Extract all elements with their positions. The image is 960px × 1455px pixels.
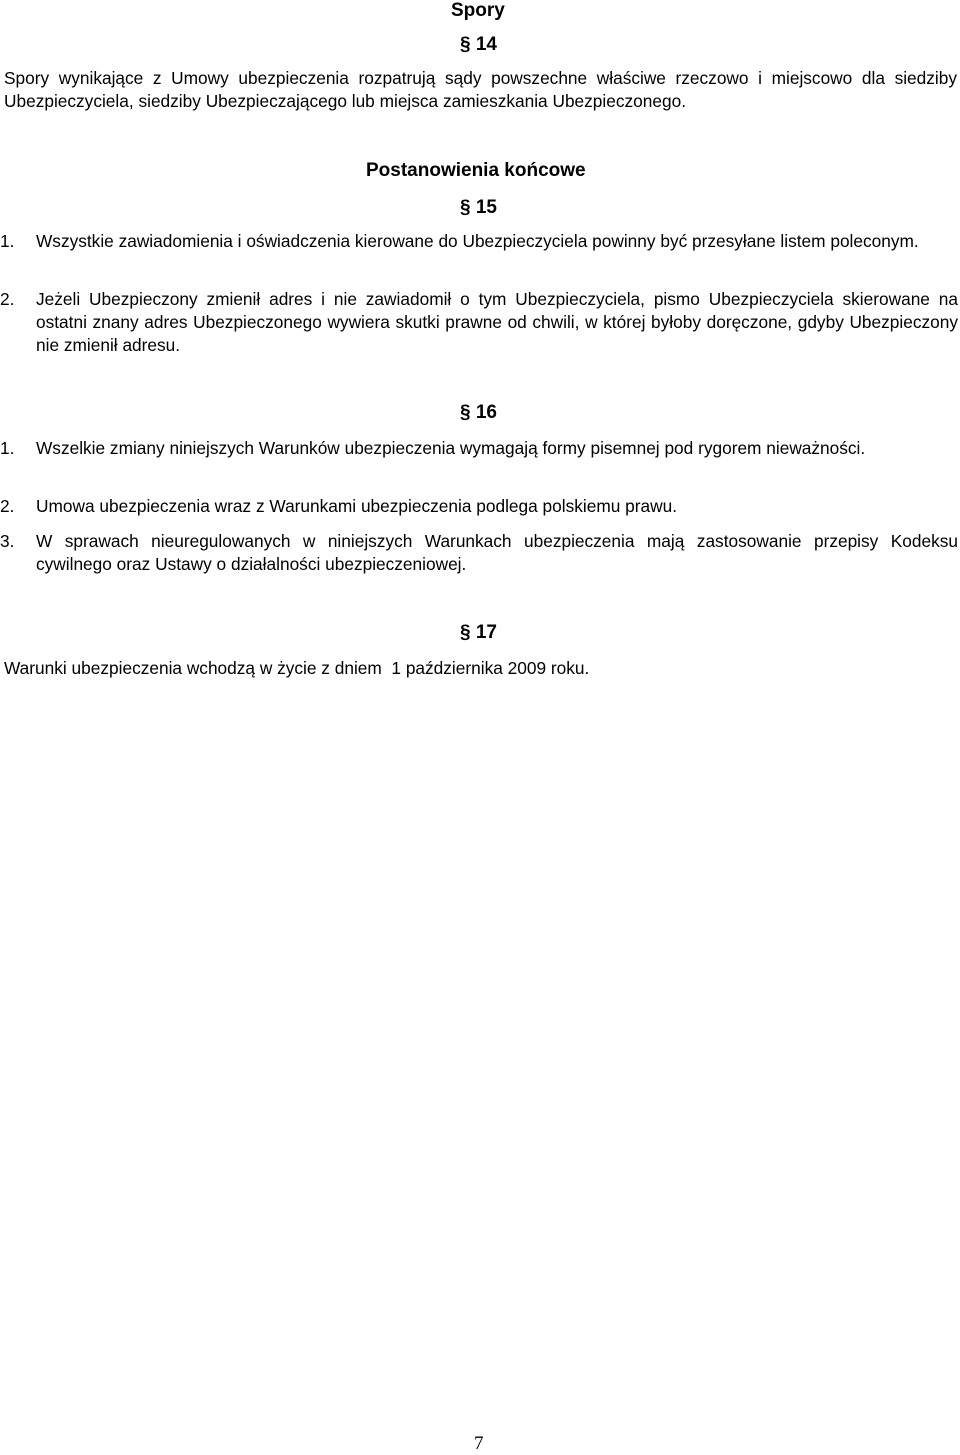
section-14-mark: § 14 — [460, 34, 497, 55]
item-text: Wszelkie zmiany niniejszych Warunków ubezpieczenia wymagają formy pisemnej pod rygorem nieważności. — [36, 438, 866, 458]
item-number: 2. — [0, 496, 15, 516]
item-text: Wszystkie zawiadomienia i oświadczenia kierowane do Ubezpieczyciela powinny być przesyłane listem poleconym. — [36, 231, 919, 251]
section-15-item-2 — [0, 288, 958, 357]
item-number: 2. — [0, 289, 15, 309]
section-15-mark: § 15 — [460, 197, 497, 218]
section-16-item-3 — [0, 530, 958, 576]
section-14-title: Spory — [451, 0, 505, 21]
item-text: Umowa ubezpieczenia wraz z Warunkami ubezpieczenia podlega polskiemu prawu. — [36, 496, 678, 516]
section-15-title: Postanowienia końcowe — [366, 160, 586, 181]
section-16-item-1 — [0, 437, 958, 460]
section-17-mark: § 17 — [460, 622, 497, 643]
section-16-item-2 — [0, 495, 958, 518]
section-16-mark: § 16 — [460, 402, 497, 423]
page-number: 7 — [474, 1433, 484, 1454]
section-17-text: Warunki ubezpieczenia wchodzą w życie z dniem 1 października 2009 roku. — [4, 658, 590, 678]
item-number: 1. — [0, 231, 15, 251]
item-text: Jeżeli Ubezpieczony zmienił adres i nie zawiadomił o tym Ubezpieczyciela, pismo Ubezpieczyciela skierowane na ostatni znany adres Ubezpieczonego wywiera skutki prawne od chwili, w której byłoby doręczone, gdyby Ubezpieczony nie zmienił adresu. — [36, 289, 958, 355]
section-14-text: Spory wynikające z Umowy ubezpieczenia rozpatrują sądy powszechne właściwe rzeczowo i miejscowo dla siedziby Ubezpieczyciela, siedziby Ubezpieczającego lub miejsca zamieszkania Ubezpieczonego. — [4, 68, 957, 111]
item-text: W sprawach nieuregulowanych w niniejszych Warunkach ubezpieczenia mają zastosowanie przepisy Kodeksu cywilnego oraz Ustawy o działalności ubezpieczeniowej. — [36, 531, 958, 574]
item-number: 1. — [0, 438, 15, 458]
section-15-item-1 — [0, 230, 958, 253]
item-number: 3. — [0, 531, 15, 551]
